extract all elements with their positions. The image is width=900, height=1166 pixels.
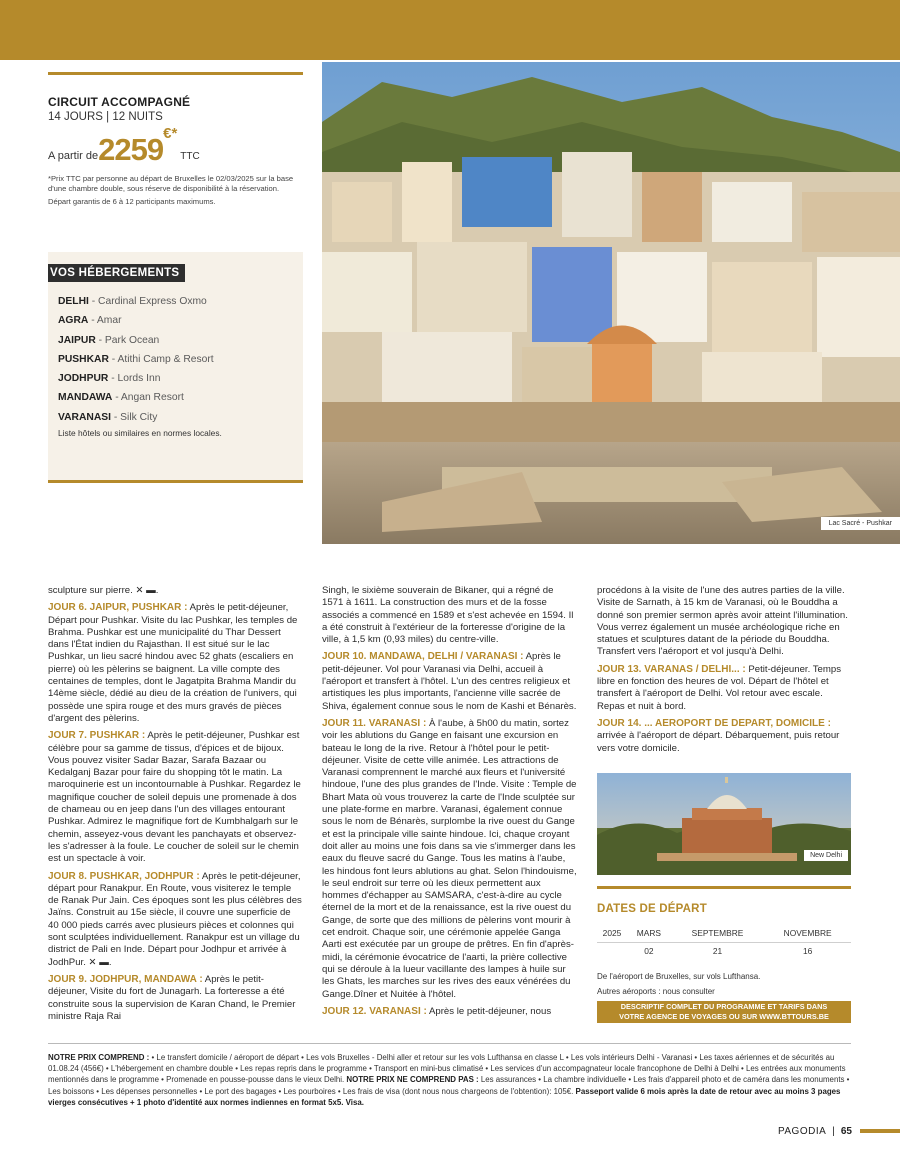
day-heading: JOUR 6. JAIPUR, PUSHKAR : xyxy=(48,602,188,614)
day-text: Après le petit-déjeuner. Vol pour Varanasi via Delhi, accueil à l'aéroport et transfert à l'hôtel. L'un des centres religieux et artistiques les plus importants, l'ancienne ville sacrée de Shiva, également connue sous le nom de Kashi et Bénarès. xyxy=(322,651,577,712)
day-text: Après le petit-déjeuner, Départ pour Pushkar. Visite du lac Pushkar, les temples de Brahma. Pushkar est une municipalité du Thar Dessert dans l'État indien du Rajasthan. Il est situé sur le lac Pushkar, un lieu sacré hindou avec 52 ghats (escaliers en pierre) où les pèlerins se baignent. La ville compte des centaines de temples, dont le Jagatpita Brahma Mandir du 14ème siècle, dédié au dieu de la création de l'univers, qui possède une spira rouge et des murs gravés de pièces d'argent des pèlerins. xyxy=(48,602,298,724)
itinerary-paragraph xyxy=(322,1006,577,1018)
includes-label: NOTRE PRIX COMPREND : xyxy=(48,1053,150,1062)
itinerary-paragraph xyxy=(48,585,302,597)
list-item xyxy=(58,350,214,369)
day-text: arrivée à l'aéroport de départ. Débarquement, puis retour vers votre domicile. xyxy=(597,730,840,754)
circuit-summary xyxy=(48,72,303,206)
itinerary-column-2 xyxy=(322,585,577,1023)
itinerary-paragraph xyxy=(322,718,577,1001)
photo-caption: New Delhi xyxy=(804,850,848,861)
page-number: 65 xyxy=(840,1125,852,1137)
city-name: PUSHKAR xyxy=(58,353,109,365)
footer-accent-bar xyxy=(860,1129,900,1133)
circuit-title: CIRCUIT ACCOMPAGNÉ xyxy=(48,95,191,109)
circuit-duration: 14 JOURS | 12 NUITS xyxy=(48,111,163,123)
day-heading: JOUR 8. PUSHKAR, JODHPUR : xyxy=(48,870,200,882)
departure-note: De l'aéroport de Bruxelles, sur vols Lufthansa. xyxy=(597,972,761,981)
list-item xyxy=(58,369,214,388)
brand-name: PAGODIA xyxy=(777,1125,827,1137)
hotel-name: - Silk City xyxy=(111,411,158,423)
table-cell: 21 xyxy=(712,946,723,957)
price-value: 2259 xyxy=(98,132,164,167)
hotel-name: - Cardinal Express Oxmo xyxy=(88,296,207,307)
city-name: AGRA xyxy=(58,315,89,327)
price-footnote: *Prix TTC par personne au départ de Bruxelles le 02/03/2025 sur la base d'une chambre double, sous réserve de disponibilité à la réservation. xyxy=(48,174,294,194)
city-name: JAIPUR xyxy=(58,334,96,346)
price-block xyxy=(48,125,303,167)
banner-line: DESCRIPTIF COMPLET DU PROGRAMME ET TARIFS DANS xyxy=(620,1002,828,1011)
table-cell: 02 xyxy=(644,946,654,957)
table-cell: 16 xyxy=(802,946,813,957)
list-item xyxy=(58,331,214,350)
price-currency: €* xyxy=(163,125,178,142)
itinerary-paragraph xyxy=(48,871,302,969)
day-text: Singh, le sixième souverain de Bikaner, qui a régné de 1571 à 1611. La construction des murs et de la fosse associés a commencé en 1589 et s'est achevée en 1594. Il a été construit à l'extérieur de la forteresse d'origine de la ville, à 1,5 km (0,93 miles) du centre-ville. xyxy=(322,585,574,646)
city-name: VARANASI xyxy=(58,411,112,423)
hotel-name: - Park Ocean xyxy=(95,334,160,346)
itinerary-paragraph xyxy=(597,718,852,755)
price-prefix: A partir de xyxy=(48,150,99,162)
accommodations-heading: VOS HÉBERGEMENTS xyxy=(48,264,185,282)
table-row xyxy=(597,942,851,960)
itinerary-paragraph xyxy=(322,585,577,646)
day-text: À l'aube, à 5h00 du matin, sortez voir les ablutions du Gange en faisant une excursion en bateau le long de la rive. Retour à l'hôtel pour le petit-déjeuner. Visite de cette ville animée. Les attractions de Varanasi comprennent le marché aux fleurs et l'université hindoue, l'une des plus grandes de l'Inde. Visite : Temple de Bhart Mata où vous trouverez la carte de l'Inde sculptée sur une plate-forme en marbre. Varanasi, également connue sous le nom de Bénarès, surplombe la rive ouest du Gange et est la principale ville sainte hindoue. Ici, chaque croyant doit aller au moins une fois dans sa vie s'immerger dans les eaux du fleuve sacré du Gange. Tous les matins à l'aube, les hindous font leurs ablutions au ghat. Selon l'hindouisme, le seul endroit sur terre où les dieux permettent aux hommes d'échapper au SAMSARA, c'est-à-dire au cycle éternel de la mort et de la renaissance, est la rive ouest du Gange, de sorte que des millions de pèlerins vont mourir à cet endroit. Chaque soir, une cérémonie appelée Ganga Aarti est exécutée par un groupe de prêtres. En fin d'après-midi, la cérémonie évocatrice de l'aarti, la prière collective qui se déroule à la lueur vacillante des lampes à huile sur les Ghats, les marches sur les rives des eaux vénérées du Gange.Dîner et Nuitée à l'hôtel. xyxy=(322,717,577,1000)
banner-line: VOTRE AGENCE DE VOYAGES OU SUR WWW.BTTOURS.BE xyxy=(619,1012,829,1021)
table-cell: 2025 xyxy=(597,924,627,942)
new-delhi-photo xyxy=(597,773,851,875)
excludes-text: Les assurances • La chambre individuelle • Les frais d'appareil photo et de caméra dans les monuments • Les boissons • Les dépenses personnelles • Le port des bagages • Les pourboires • Les frais de visa (dont nous nous chargeons de l'obtention): 105€. xyxy=(48,1075,850,1096)
itinerary-paragraph xyxy=(597,585,852,659)
day-heading: JOUR 12. VARANASI : xyxy=(322,1005,427,1017)
departure-notes xyxy=(597,969,760,999)
divider xyxy=(48,1043,851,1044)
hotel-name: - Amar xyxy=(88,315,122,327)
includes-text: • Le transfert domicile / aéroport de départ • Les vols Bruxelles - Delhi aller et retour sur les vols Lufthansa en classe L • Les vols intérieurs Delhi - Varanasi • Les taxes aériennes et de sécurités au 01.08.24 (456€) • L'hébergement en chambre double • Les repas repris dans le programme • Transport en mini-bus climatisé • Les services d'un accompagnateur locale francophone de Delhi à Delhi • Les entrées aux monuments mentionnés dans le programme • Promenade en pousse-pousse dans le vieux Delhi. xyxy=(48,1053,846,1085)
top-banner xyxy=(0,0,900,60)
divider xyxy=(597,886,851,889)
price-ttc: TTC xyxy=(180,151,200,162)
footer-separator: | xyxy=(832,1125,835,1137)
departure-note: Autres aéroports : nous consulter xyxy=(597,987,715,996)
city-name: JODHPUR xyxy=(58,373,109,385)
day-text: Après le petit-déjeuner, Pushkar est célèbre pour sa gamme de tissus, d'épices et de bijoux. Vous pouvez visiter Sadar Bazar, Sarafa Bazaar ou Kedalganj Bazar pour faire du shopping tôt le matin. La maroquinerie est un incontournable à Pushkar. Regardez le magnifique coucher de soleil depuis une promenade à dos de chameau ou en jeep dans l'un des villages entourant Pushkar. Admirez le magnifique fort de Kumbhalgarh sur le chemin, asseyez-vous devant les panchayats et observez-les s'adresser à la foule. Le coucher de soleil sur le chemin est un spectacle à voir. xyxy=(48,730,301,865)
pushkar-lake-photo xyxy=(322,62,900,544)
day-heading: JOUR 11. VARANASI : xyxy=(322,717,427,729)
day-heading: JOUR 13. VARANAS / DELHI... : xyxy=(597,663,746,675)
passport-text: Passeport valide 6 mois après la date de retour avec au moins 3 pages vierges consécutives + 1 photo d'identité aux normes indiennes en format 5x5. Visa. xyxy=(48,1086,841,1107)
table-cell: NOVEMBRE xyxy=(764,924,851,942)
day-text: Petit-déjeuner. Temps libre en fonction des heures de vol. Départ de l'hôtel et transfert à l'aéroport de Delhi. Vol retour avec escale. Repas et nuit à bord. xyxy=(597,663,842,712)
accommodations-list xyxy=(58,292,214,427)
day-heading: JOUR 9. JODHPUR, MANDAWA : xyxy=(48,973,203,985)
hotel-name: - Atithi Camp & Resort xyxy=(108,353,214,365)
itinerary-paragraph xyxy=(48,730,302,865)
excludes-label: NOTRE PRIX NE COMPREND PAS : xyxy=(344,1075,479,1085)
itinerary-paragraph xyxy=(322,651,577,712)
table-cell xyxy=(597,942,627,960)
list-item xyxy=(58,408,214,427)
divider xyxy=(48,480,303,483)
itinerary-column-3 xyxy=(597,585,852,760)
departure-dates-table xyxy=(597,924,851,960)
day-text: Après le petit-déjeuner, nous xyxy=(426,1005,552,1017)
itinerary-paragraph xyxy=(48,602,302,725)
pricing-terms xyxy=(48,1052,851,1108)
day-text: Après le petit-déjeuner, Visite du fort de Junagarh. La forteresse a été construite sous la supervision de Karan Chand, le Premier ministre Raja Rai xyxy=(48,973,296,1022)
divider xyxy=(48,72,303,75)
page-footer xyxy=(778,1124,900,1138)
itinerary-paragraph xyxy=(48,974,302,1023)
city-name: DELHI xyxy=(58,296,89,307)
hotel-name: - Angan Resort xyxy=(112,392,184,404)
itinerary-column-1 xyxy=(48,585,302,1028)
day-heading: JOUR 7. PUSHKAR : xyxy=(48,730,146,742)
day-text: procédons à la visite de l'une des autres parties de la ville. Visite de Sarnath, à 15 km de Varanasi, où le Bouddha a donné son premier sermon après avoir atteint l'illumination. Vous verrez également un musée archéologique riche en statues et sculptures datant de la période du Bouddha. Transfert vers l'aéroport et vol jusqu'à Delhi. xyxy=(597,585,848,658)
list-item xyxy=(58,311,214,330)
list-item xyxy=(58,292,214,311)
accommodations-box xyxy=(48,252,303,482)
day-text: Après le petit-déjeuner, départ pour Ranakpur. En Route, vous visiterez le temple de Ranak Pur Jain. Ces époques sont les plus célèbres des Jaïns. Construit au 15e siècle, il couvre une superficie de 40 000 pieds carrés avec plusieurs pièces et colonnes qui sont sculptées individuellement. Ranakpur est un village du district de Pali en Inde. Départ pour Jodhpur et arrivée à JodhPur. ✕ ▬. xyxy=(48,870,302,968)
table-row xyxy=(597,924,851,942)
table-cell: MARS xyxy=(627,924,671,942)
list-item xyxy=(58,388,214,407)
accommodations-note: Liste hôtels ou similaires en normes locales. xyxy=(58,428,222,438)
day-heading: JOUR 10. MANDAWA, DELHI / VARANASI : xyxy=(322,651,524,663)
day-heading: JOUR 14. ... AEROPORT DE DEPART, DOMICILE : xyxy=(597,717,831,729)
city-name: MANDAWA xyxy=(58,392,113,404)
photo-caption: Lac Sacré - Pushkar xyxy=(821,517,900,530)
departure-guarantee: Départ garantis de 6 à 12 participants maximums. xyxy=(48,196,216,206)
info-banner xyxy=(597,1001,851,1023)
departure-dates-title: DATES DE DÉPART xyxy=(597,903,707,915)
hotel-name: - Lords Inn xyxy=(108,373,161,385)
itinerary-paragraph xyxy=(597,664,852,713)
day-text: sculpture sur pierre. ✕ ▬. xyxy=(48,585,159,596)
pushkar-illustration xyxy=(322,62,900,544)
table-cell: SEPTEMBRE xyxy=(671,924,764,942)
